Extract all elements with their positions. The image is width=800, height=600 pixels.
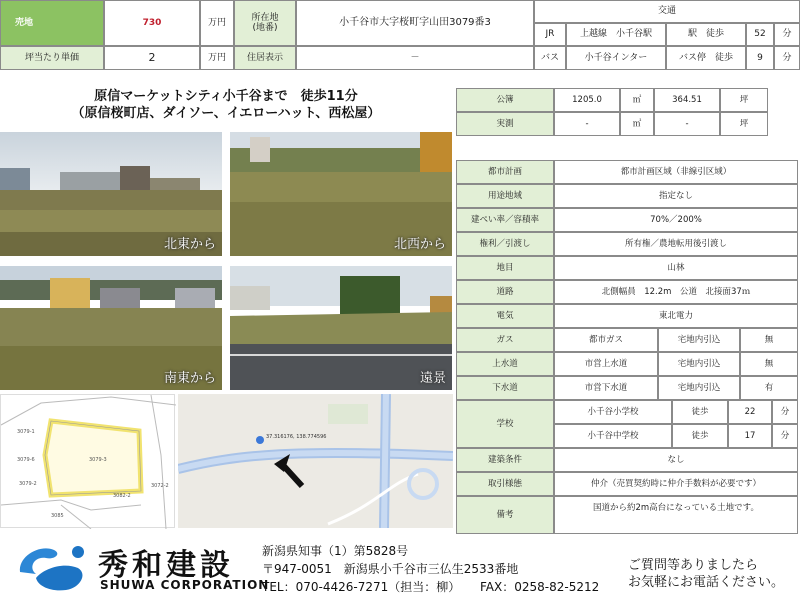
photo-caption-distant: 遠景: [419, 371, 446, 386]
price-value: 730: [104, 0, 200, 46]
map-pin-coords: 37.316176, 138.774596: [266, 434, 327, 440]
transaction-label: 取引様態: [456, 472, 554, 496]
location-map-drawing: [178, 394, 453, 528]
transport-title: 交通: [534, 0, 800, 23]
gas-sub: 宅地内引込: [658, 328, 740, 352]
conditions-value: なし: [554, 448, 798, 472]
company-name-english: SHUWA CORPORATION: [100, 578, 270, 592]
water-value: 市営上水道: [554, 352, 658, 376]
land-category-value: 山林: [554, 256, 798, 280]
gas-value: 都市ガス: [554, 328, 658, 352]
transport-unit-bus: 分: [774, 46, 800, 70]
location-label: 所在地 (地番): [234, 0, 296, 46]
area-measured-tsubo-unit: 坪: [720, 112, 768, 136]
rights-value: 所有権／農地転用後引渡し: [554, 232, 798, 256]
school-junior-high-access: 徒歩: [672, 424, 728, 448]
area-measured-sqm-unit: ㎡: [620, 112, 654, 136]
coverage-label: 建ぺい率／容積率: [456, 208, 554, 232]
school-junior-high-unit: 分: [772, 424, 798, 448]
electricity-label: 電気: [456, 304, 554, 328]
photo-from-southeast: [0, 266, 222, 390]
gas-status: 無: [740, 328, 798, 352]
nearby-facilities-headline: [0, 88, 452, 122]
company-logo-icon: [10, 538, 92, 596]
zoning-value: 指定なし: [554, 184, 798, 208]
school-label: 学校: [456, 400, 554, 448]
area-measured-sqm: -: [554, 112, 620, 136]
photo-caption-northeast: 北東から: [163, 237, 216, 252]
parcel-label: 3079-3: [89, 457, 107, 463]
license-number: 新潟県知事（1）第5828号: [262, 544, 409, 558]
school-elementary-minutes: 22: [728, 400, 772, 424]
school-junior-high-name: 小千谷中学校: [554, 424, 672, 448]
headline-line-1: 原信マーケットシティ小千谷まで 徒歩11分: [94, 89, 358, 104]
photo-from-northwest: [230, 132, 452, 256]
company-tel[interactable]: TEL：070-4426-7271（担当：柳）: [262, 580, 461, 594]
road-label: 道路: [456, 280, 554, 304]
transaction-value: 仲介（売買契約時に仲介手数料が必要です）: [554, 472, 798, 496]
rights-label: 権利／引渡し: [456, 232, 554, 256]
area-official-tsubo: 364.51: [654, 88, 720, 112]
area-official-label: 公簿: [456, 88, 554, 112]
parcel-map: [0, 394, 175, 528]
transport-kind-bus: バス: [534, 46, 566, 70]
remarks-label: 備考: [456, 496, 554, 534]
sewer-status: 有: [740, 376, 798, 400]
transport-kind-jr: JR: [534, 23, 566, 46]
parcel-label: 3079-6: [17, 457, 35, 463]
area-official-sqm-unit: ㎡: [620, 88, 654, 112]
price-unit: 万円: [200, 0, 234, 46]
company-name-japanese: 秀和建設: [98, 548, 234, 583]
conditions-label: 建築条件: [456, 448, 554, 472]
land-category-label: 地目: [456, 256, 554, 280]
electricity-value: 東北電力: [554, 304, 798, 328]
sewer-value: 市営下水道: [554, 376, 658, 400]
parcel-label: 3082-2: [113, 493, 131, 499]
city-planning-value: 都市計画区域（非線引区域）: [554, 160, 798, 184]
sewer-sub: 宅地内引込: [658, 376, 740, 400]
school-elementary-name: 小千谷小学校: [554, 400, 672, 424]
photo-caption-northwest: 北西から: [393, 237, 446, 252]
water-label: 上水道: [456, 352, 554, 376]
photo-distant-view: [230, 266, 452, 390]
location-value: 小千谷市大字桜町字山田3079番3: [296, 0, 534, 46]
area-official-tsubo-unit: 坪: [720, 88, 768, 112]
school-elementary-unit: 分: [772, 400, 798, 424]
school-junior-high-minutes: 17: [728, 424, 772, 448]
location-map[interactable]: [178, 394, 453, 528]
transport-access-jr: 駅 徒歩: [666, 23, 746, 46]
photo-distant-image: [230, 266, 452, 390]
gas-label: ガス: [456, 328, 554, 352]
transport-unit-jr: 分: [774, 23, 800, 46]
transport-line-jr: 上越線 小千谷駅: [566, 23, 666, 46]
area-official-sqm: 1205.0: [554, 88, 620, 112]
area-measured-label: 実測: [456, 112, 554, 136]
headline-line-2: （原信桜町店、ダイソー、イエローハット、西松屋）: [71, 106, 381, 121]
photo-from-northeast: [0, 132, 222, 256]
company-address: 〒947-0051 新潟県小千谷市三仏生2533番地: [262, 562, 519, 576]
parcel-label: 3079-2: [19, 481, 37, 487]
listing-type-title: 売地: [0, 0, 104, 46]
inquiry-line-1: ご質問等ありましたら: [628, 558, 759, 573]
address-display-label: 住居表示: [234, 46, 296, 70]
transport-line-bus: 小千谷インター: [566, 46, 666, 70]
school-elementary-access: 徒歩: [672, 400, 728, 424]
photo-caption-southeast: 南東から: [163, 371, 216, 386]
remarks-value: 国道から約2m高台になっている土地です。: [554, 496, 798, 534]
transport-minutes-jr: 52: [746, 23, 774, 46]
inquiry-message: [628, 557, 784, 591]
address-display-value: －: [296, 46, 534, 70]
transport-minutes-bus: 9: [746, 46, 774, 70]
parcel-label: 3072-2: [151, 483, 169, 489]
unit-price-unit: 万円: [200, 46, 234, 70]
water-sub: 宅地内引込: [658, 352, 740, 376]
road-value: 北側幅員 12.2m 公道 北接面37ｍ: [554, 280, 798, 304]
parcel-label: 3079-1: [17, 429, 35, 435]
city-planning-label: 都市計画: [456, 160, 554, 184]
unit-price-value: 2: [104, 46, 200, 70]
property-header-table: [0, 0, 800, 70]
unit-price-label: 坪当たり単価: [0, 46, 104, 70]
parcel-label: 3085: [51, 513, 64, 519]
sewer-label: 下水道: [456, 376, 554, 400]
transport-access-bus: バス停 徒歩: [666, 46, 746, 70]
inquiry-line-2: お気軽にお電話ください。: [628, 575, 785, 590]
water-status: 無: [740, 352, 798, 376]
company-fax: FAX：0258-82-5212: [480, 580, 600, 594]
zoning-label: 用途地域: [456, 184, 554, 208]
coverage-value: 70%／200%: [554, 208, 798, 232]
area-measured-tsubo: -: [654, 112, 720, 136]
